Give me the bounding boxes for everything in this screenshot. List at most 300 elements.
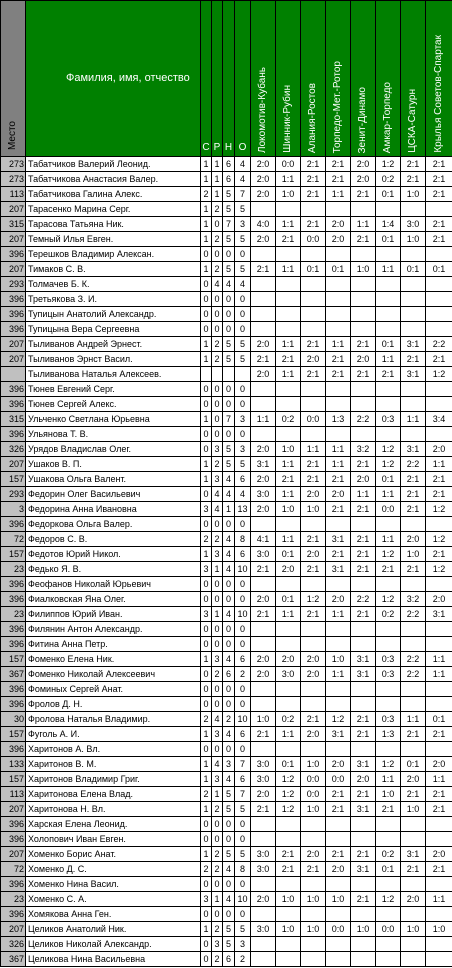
exact-cell: 3 xyxy=(212,772,223,787)
score-cell: 2:0 xyxy=(251,652,276,667)
score-cell: 1:3 xyxy=(326,412,351,427)
table-row xyxy=(1,622,452,637)
place-cell: 30 xyxy=(1,712,26,727)
score-cell: 2:2 xyxy=(401,457,426,472)
score-cell: 2:1 xyxy=(301,532,326,547)
score-cell: 1:0 xyxy=(301,802,326,817)
table-row xyxy=(1,682,452,697)
score-cell: 2:0 xyxy=(276,652,301,667)
score-cell: 0:1 xyxy=(326,262,351,277)
name-cell: Федотов Юрий Никол. xyxy=(26,547,201,562)
points-cell: 6 xyxy=(235,547,251,562)
score-cell xyxy=(376,292,401,307)
points-cell: 4 xyxy=(235,172,251,187)
score-cell: 2:1 xyxy=(426,727,452,742)
score-cell: 0:1 xyxy=(276,757,301,772)
score-cell xyxy=(251,517,276,532)
points-cell: 6 xyxy=(235,772,251,787)
name-cell: Ушакова Ольга Валент. xyxy=(26,472,201,487)
score-cell: 3:0 xyxy=(276,667,301,682)
exact-cell: 0 xyxy=(212,292,223,307)
score-cell: 0:3 xyxy=(376,412,401,427)
score-cell xyxy=(426,517,452,532)
name-cell: Харитонов А. Вл. xyxy=(26,742,201,757)
points-cell: 3 xyxy=(235,442,251,457)
exact-cell: 2 xyxy=(212,232,223,247)
score-cell: 4:1 xyxy=(251,532,276,547)
table-row xyxy=(1,247,452,262)
score-cell: 3:1 xyxy=(351,802,376,817)
score-cell xyxy=(326,637,351,652)
score-cell xyxy=(326,832,351,847)
score-cell xyxy=(401,637,426,652)
name-cell: Толмачев Б. К. xyxy=(26,277,201,292)
score-cell: 1:0 xyxy=(351,922,376,937)
score-cell: 2:0 xyxy=(301,667,326,682)
outcome-cell: 4 xyxy=(223,532,235,547)
score-cell: 3:1 xyxy=(401,442,426,457)
name-cell: Федоркова Ольга Валер. xyxy=(26,517,201,532)
wins-cell: 0 xyxy=(201,832,212,847)
score-cell: 1:1 xyxy=(426,772,452,787)
score-cell: 2:1 xyxy=(351,607,376,622)
score-cell xyxy=(376,397,401,412)
score-cell: 0:0 xyxy=(301,787,326,802)
name-cell: Третьякова З. И. xyxy=(26,292,201,307)
outcome-cell: 4 xyxy=(223,862,235,877)
score-cell xyxy=(251,307,276,322)
score-cell: 3:0 xyxy=(251,862,276,877)
table-row xyxy=(1,232,452,247)
exact-cell: 4 xyxy=(212,502,223,517)
name-cell: Тыливанова Наталья Алексеев. xyxy=(26,367,201,382)
score-cell xyxy=(351,292,376,307)
outcome-cell: 0 xyxy=(223,742,235,757)
wins-cell: 1 xyxy=(201,727,212,742)
outcome-cell: 3 xyxy=(223,757,235,772)
place-cell: 72 xyxy=(1,862,26,877)
exact-cell: 0 xyxy=(212,877,223,892)
place-cell: 396 xyxy=(1,292,26,307)
score-cell: 2:1 xyxy=(426,862,452,877)
score-cell: 2:1 xyxy=(251,562,276,577)
place-cell: 367 xyxy=(1,952,26,967)
score-cell: 0:2 xyxy=(276,412,301,427)
table-row xyxy=(1,772,452,787)
table-body xyxy=(1,157,452,967)
outcome-cell: 4 xyxy=(223,487,235,502)
score-cell xyxy=(401,277,426,292)
outcome-cell: 4 xyxy=(223,472,235,487)
score-cell: 2:1 xyxy=(351,787,376,802)
score-cell xyxy=(301,682,326,697)
score-cell xyxy=(376,637,401,652)
wins-cell: 0 xyxy=(201,592,212,607)
score-cell: 1:2 xyxy=(376,592,401,607)
outcome-cell xyxy=(223,367,235,382)
name-cell: Тупицын Анатолий Александр. xyxy=(26,307,201,322)
points-cell: 10 xyxy=(235,892,251,907)
score-cell xyxy=(401,427,426,442)
place-cell: 207 xyxy=(1,337,26,352)
score-cell: 2:1 xyxy=(276,352,301,367)
score-cell xyxy=(376,247,401,262)
score-cell xyxy=(351,322,376,337)
score-cell: 1:2 xyxy=(276,802,301,817)
score-cell xyxy=(251,937,276,952)
outcome-cell: 6 xyxy=(223,157,235,172)
name-cell: Хоменко Нина Васил. xyxy=(26,877,201,892)
score-cell xyxy=(276,682,301,697)
exact-cell: 2 xyxy=(212,667,223,682)
score-cell: 3:1 xyxy=(351,652,376,667)
place-cell: 293 xyxy=(1,487,26,502)
score-cell: 2:0 xyxy=(301,547,326,562)
score-cell xyxy=(276,397,301,412)
table-row xyxy=(1,907,452,922)
score-cell xyxy=(276,517,301,532)
score-cell: 2:1 xyxy=(426,802,452,817)
wins-cell: 0 xyxy=(201,907,212,922)
score-cell: 1:0 xyxy=(301,757,326,772)
name-cell: Харитонова Елена Влад. xyxy=(26,787,201,802)
score-cell: 2:2 xyxy=(351,412,376,427)
points-cell: 0 xyxy=(235,427,251,442)
score-cell xyxy=(351,877,376,892)
name-header: Фамилия, имя, отчество xyxy=(26,1,201,157)
score-cell: 2:1 xyxy=(401,787,426,802)
score-cell xyxy=(401,742,426,757)
score-cell: 0:0 xyxy=(326,922,351,937)
outcome-cell: 6 xyxy=(223,172,235,187)
table-row xyxy=(1,322,452,337)
name-cell: Тупицына Вера Сергеевна xyxy=(26,322,201,337)
points-cell: 0 xyxy=(235,877,251,892)
score-cell: 3:1 xyxy=(351,862,376,877)
score-cell xyxy=(326,427,351,442)
exact-cell: 2 xyxy=(212,262,223,277)
score-cell xyxy=(326,952,351,967)
outcome-cell: 5 xyxy=(223,352,235,367)
exact-cell: 1 xyxy=(212,787,223,802)
name-cell: Ушаков В. П. xyxy=(26,457,201,472)
exact-cell: 0 xyxy=(212,397,223,412)
score-cell xyxy=(276,907,301,922)
name-cell: Темный Илья Евген. xyxy=(26,232,201,247)
place-cell: 207 xyxy=(1,352,26,367)
score-cell: 1:1 xyxy=(251,412,276,427)
score-cell xyxy=(301,742,326,757)
score-cell: 1:1 xyxy=(351,487,376,502)
outcome-cell: 6 xyxy=(223,952,235,967)
score-cell: 1:2 xyxy=(426,532,452,547)
score-cell xyxy=(351,952,376,967)
place-cell: 207 xyxy=(1,262,26,277)
wins-cell: 1 xyxy=(201,217,212,232)
score-cell: 2:1 xyxy=(301,172,326,187)
score-cell xyxy=(401,907,426,922)
place-cell xyxy=(1,367,26,382)
score-cell xyxy=(251,247,276,262)
score-cell: 2:0 xyxy=(301,847,326,862)
score-cell: 2:0 xyxy=(326,592,351,607)
score-cell xyxy=(276,952,301,967)
score-cell: 1:1 xyxy=(326,607,351,622)
score-cell: 2:1 xyxy=(276,232,301,247)
exact-cell: 2 xyxy=(212,337,223,352)
score-cell xyxy=(251,637,276,652)
outcome-cell: 0 xyxy=(223,622,235,637)
score-cell xyxy=(251,277,276,292)
score-cell: 1:0 xyxy=(301,892,326,907)
score-cell xyxy=(276,817,301,832)
score-cell xyxy=(351,622,376,637)
points-cell xyxy=(235,367,251,382)
score-cell xyxy=(351,382,376,397)
score-cell: 1:1 xyxy=(401,712,426,727)
score-cell: 1:0 xyxy=(426,922,452,937)
table-row xyxy=(1,607,452,622)
wins-cell: 1 xyxy=(201,772,212,787)
points-cell: 7 xyxy=(235,187,251,202)
table-row xyxy=(1,382,452,397)
place-cell: 396 xyxy=(1,307,26,322)
score-cell: 3:0 xyxy=(251,757,276,772)
points-cell: 5 xyxy=(235,202,251,217)
name-cell: Тарасенко Марина Серг. xyxy=(26,202,201,217)
outcome-cell: 4 xyxy=(223,652,235,667)
place-cell: 157 xyxy=(1,652,26,667)
table-row xyxy=(1,427,452,442)
table-row xyxy=(1,937,452,952)
name-cell: Ульянова Т. В. xyxy=(26,427,201,442)
score-cell: 2:1 xyxy=(401,502,426,517)
place-cell: 396 xyxy=(1,397,26,412)
score-cell: 1:1 xyxy=(326,187,351,202)
score-cell: 1:1 xyxy=(276,727,301,742)
score-cell xyxy=(301,637,326,652)
score-cell: 2:2 xyxy=(351,592,376,607)
score-cell xyxy=(426,832,452,847)
score-cell: 0:1 xyxy=(401,262,426,277)
table-row xyxy=(1,547,452,562)
wins-cell: 0 xyxy=(201,382,212,397)
score-cell: 0:1 xyxy=(426,262,452,277)
outcome-cell: 5 xyxy=(223,922,235,937)
table-row xyxy=(1,412,452,427)
score-cell: 2:0 xyxy=(251,472,276,487)
exact-cell: 1 xyxy=(212,607,223,622)
score-cell xyxy=(251,292,276,307)
place-cell: 157 xyxy=(1,547,26,562)
score-cell: 3:1 xyxy=(351,667,376,682)
table-row xyxy=(1,532,452,547)
place-cell: 326 xyxy=(1,442,26,457)
outcome-cell: 4 xyxy=(223,277,235,292)
score-cell: 1:0 xyxy=(276,922,301,937)
exact-cell: 3 xyxy=(212,652,223,667)
score-cell: 0:0 xyxy=(326,772,351,787)
outcome-cell: 0 xyxy=(223,817,235,832)
table-row xyxy=(1,742,452,757)
score-cell: 2:1 xyxy=(251,727,276,742)
score-cell: 2:1 xyxy=(326,802,351,817)
score-cell: 0:0 xyxy=(301,412,326,427)
score-cell: 2:1 xyxy=(301,367,326,382)
points-cell: 7 xyxy=(235,787,251,802)
name-cell: Феофанов Николай Юрьевич xyxy=(26,577,201,592)
exact-cell xyxy=(212,367,223,382)
points-cell: 3 xyxy=(235,217,251,232)
outcome-cell: 0 xyxy=(223,517,235,532)
score-cell: 0:1 xyxy=(426,712,452,727)
score-cell: 2:1 xyxy=(401,352,426,367)
score-cell: 2:1 xyxy=(401,487,426,502)
score-cell: 1:1 xyxy=(426,667,452,682)
place-cell: 273 xyxy=(1,172,26,187)
score-cell xyxy=(301,277,326,292)
score-cell: 3:1 xyxy=(351,757,376,772)
score-cell xyxy=(351,277,376,292)
exact-cell: 0 xyxy=(212,697,223,712)
place-cell: 396 xyxy=(1,907,26,922)
outcome-cell: 5 xyxy=(223,337,235,352)
outcome-cell: 4 xyxy=(223,547,235,562)
exact-cell: 0 xyxy=(212,622,223,637)
table-row xyxy=(1,592,452,607)
score-cell: 2:0 xyxy=(351,157,376,172)
score-cell xyxy=(376,907,401,922)
score-cell: 1:3 xyxy=(376,727,401,742)
points-cell: 7 xyxy=(235,757,251,772)
score-cell: 2:0 xyxy=(426,442,452,457)
points-cell: 0 xyxy=(235,742,251,757)
score-cell: 0:0 xyxy=(276,157,301,172)
score-cell xyxy=(251,202,276,217)
table-row xyxy=(1,562,452,577)
table-row xyxy=(1,952,452,967)
score-cell: 2:0 xyxy=(251,232,276,247)
wins-cell: 0 xyxy=(201,517,212,532)
exact-cell: 0 xyxy=(212,907,223,922)
score-cell: 1:1 xyxy=(326,667,351,682)
name-cell: Фоминых Сергей Анат. xyxy=(26,682,201,697)
score-cell: 1:2 xyxy=(326,712,351,727)
score-cell: 2:0 xyxy=(251,187,276,202)
score-cell xyxy=(301,952,326,967)
name-cell: Филянин Антон Александр. xyxy=(26,622,201,637)
wins-cell: 0 xyxy=(201,667,212,682)
score-cell: 2:0 xyxy=(326,487,351,502)
score-cell: 1:2 xyxy=(301,592,326,607)
score-cell xyxy=(301,322,326,337)
points-cell: 6 xyxy=(235,652,251,667)
name-cell: Целикова Нина Васильевна xyxy=(26,952,201,967)
table-row xyxy=(1,262,452,277)
exact-cell: 0 xyxy=(212,517,223,532)
exact-cell: 0 xyxy=(212,592,223,607)
name-cell: Харитонов В. М. xyxy=(26,757,201,772)
points-cell: 0 xyxy=(235,397,251,412)
place-cell: 396 xyxy=(1,682,26,697)
score-cell: 0:1 xyxy=(376,187,401,202)
wins-header: С xyxy=(201,1,212,157)
score-cell: 2:0 xyxy=(301,727,326,742)
score-cell xyxy=(401,247,426,262)
place-cell: 3 xyxy=(1,502,26,517)
score-cell: 2:1 xyxy=(326,157,351,172)
score-cell: 1:2 xyxy=(376,892,401,907)
score-cell xyxy=(401,697,426,712)
place-cell: 207 xyxy=(1,802,26,817)
score-cell: 2:1 xyxy=(326,847,351,862)
score-cell xyxy=(301,622,326,637)
outcome-cell: 0 xyxy=(223,322,235,337)
score-cell xyxy=(426,577,452,592)
score-cell xyxy=(426,682,452,697)
score-cell: 2:1 xyxy=(326,787,351,802)
score-cell: 2:1 xyxy=(376,562,401,577)
name-cell: Фролова Наталья Владимир. xyxy=(26,712,201,727)
score-cell: 2:0 xyxy=(426,592,452,607)
score-cell xyxy=(276,307,301,322)
points-cell: 0 xyxy=(235,517,251,532)
score-cell: 0:0 xyxy=(376,922,401,937)
wins-cell: 0 xyxy=(201,442,212,457)
outcome-cell: 5 xyxy=(223,937,235,952)
score-cell: 2:0 xyxy=(351,472,376,487)
points-cell: 5 xyxy=(235,847,251,862)
score-cell: 2:1 xyxy=(326,367,351,382)
score-cell xyxy=(301,817,326,832)
points-cell: 0 xyxy=(235,247,251,262)
points-cell: 3 xyxy=(235,937,251,952)
table-row xyxy=(1,727,452,742)
score-cell: 4:0 xyxy=(251,217,276,232)
outcome-cell: 5 xyxy=(223,262,235,277)
score-cell xyxy=(276,427,301,442)
score-cell: 2:1 xyxy=(426,487,452,502)
score-cell xyxy=(426,307,452,322)
score-cell xyxy=(401,382,426,397)
score-cell: 1:4 xyxy=(376,217,401,232)
table-row xyxy=(1,502,452,517)
score-cell: 2:0 xyxy=(351,172,376,187)
score-cell: 2:1 xyxy=(351,847,376,862)
score-cell: 1:1 xyxy=(376,487,401,502)
score-cell: 3:1 xyxy=(326,532,351,547)
wins-cell: 0 xyxy=(201,292,212,307)
exact-cell: 0 xyxy=(212,412,223,427)
table-row xyxy=(1,862,452,877)
wins-cell: 0 xyxy=(201,322,212,337)
score-cell: 2:2 xyxy=(401,667,426,682)
name-cell: Хоменко С. А. xyxy=(26,892,201,907)
points-cell: 4 xyxy=(235,277,251,292)
exact-cell: 2 xyxy=(212,952,223,967)
score-cell: 2:1 xyxy=(351,457,376,472)
points-cell: 4 xyxy=(235,487,251,502)
wins-cell: 2 xyxy=(201,187,212,202)
score-cell xyxy=(351,637,376,652)
score-cell: 3:0 xyxy=(401,217,426,232)
place-cell: 23 xyxy=(1,607,26,622)
name-cell: Тарасова Татьяна Ник. xyxy=(26,217,201,232)
points-cell: 8 xyxy=(235,532,251,547)
score-cell xyxy=(401,517,426,532)
table-row xyxy=(1,292,452,307)
score-cell xyxy=(426,247,452,262)
